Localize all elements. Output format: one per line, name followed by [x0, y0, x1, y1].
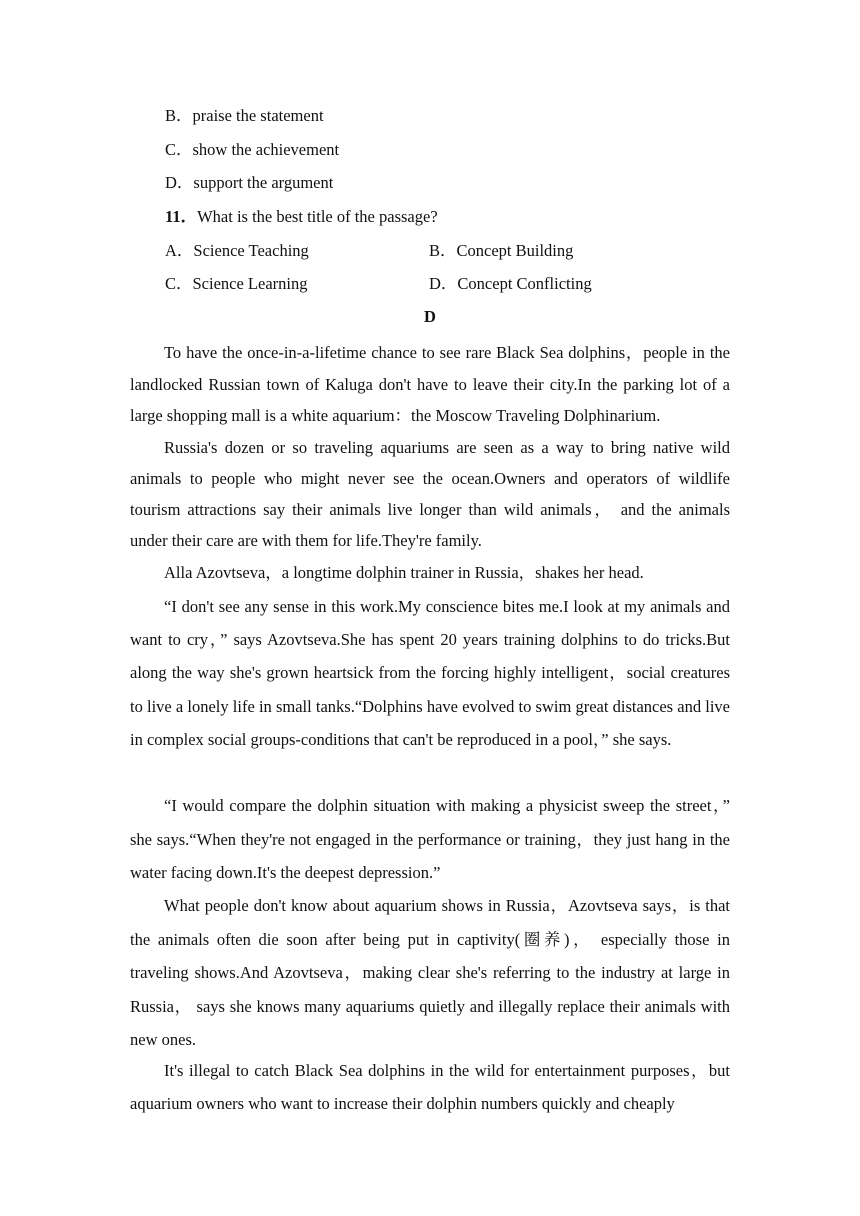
option-c-q11: C．Science Learning [165, 274, 308, 293]
passage-paragraph-4: “I don't see any sense in this work.My conscience bites me.I look at my animals and want to cry，” says Azovtseva.She has spent 20 years training dolphins to do tricks.But along the way she's grown heartsick from the forcing highly intelligent，social creatures to live a lonely life in small tanks.“Dolphins have evolved to swim great distances and live in complex social groups-conditions that can't be reproduced in a pool，” she says. [130, 597, 730, 749]
option-c-q10: C．show the achievement [165, 140, 340, 159]
passage-paragraph-7: It's illegal to catch Black Sea dolphins in the wild for entertainment purposes，but aquarium owners who want to increase their dolphin numbers quickly and cheaply [130, 1061, 730, 1113]
option-d-q10: D．support the argument [165, 173, 334, 192]
question-11 [165, 206, 438, 228]
passage-paragraph-5: “I would compare the dolphin situation with making a physicist sweep the street，” she says.“When they're not engaged in the performance or training，they just hang in the water facing down.It's the deepest depression.” [130, 796, 730, 882]
option-d-q11: D．Concept Conflicting [429, 274, 592, 293]
question-number: 11． [165, 207, 198, 226]
section-heading: D [424, 307, 436, 326]
passage-paragraph-6: What people don't know about aquarium shows in Russia，Azovtseva says，is that the animals often die soon after being put in captivity(圈养)， especially those in traveling shows.And Azovtseva，making clear she's referring to the industry at large in Russia， says she knows many aquariums quietly and illegally replace their animals with new ones. [130, 896, 730, 1049]
option-a-q11: A．Science Teaching [165, 241, 309, 260]
passage-paragraph-1: To have the once-in-a-lifetime chance to see rare Black Sea dolphins，people in the landlocked Russian town of Kaluga don't have to leave their city.In the parking lot of a large shopping mall is a white aquarium：the Moscow Traveling Dolphinarium. [130, 343, 730, 425]
option-b-q11: B．Concept Building [429, 241, 574, 260]
question-text: What is the best title of the passage? [197, 207, 438, 226]
passage-paragraph-2: Russia's dozen or so traveling aquariums are seen as a way to bring native wild animals to people who might never see the ocean.Owners and operators of wildlife tourism attractions say their animals live longer than wild animals， and the animals under their care are with them for life.They're family. [130, 438, 730, 550]
option-b-q10: B．praise the statement [165, 106, 324, 125]
passage-paragraph-3: Alla Azovtseva，a longtime dolphin trainer in Russia，shakes her head. [164, 563, 644, 582]
